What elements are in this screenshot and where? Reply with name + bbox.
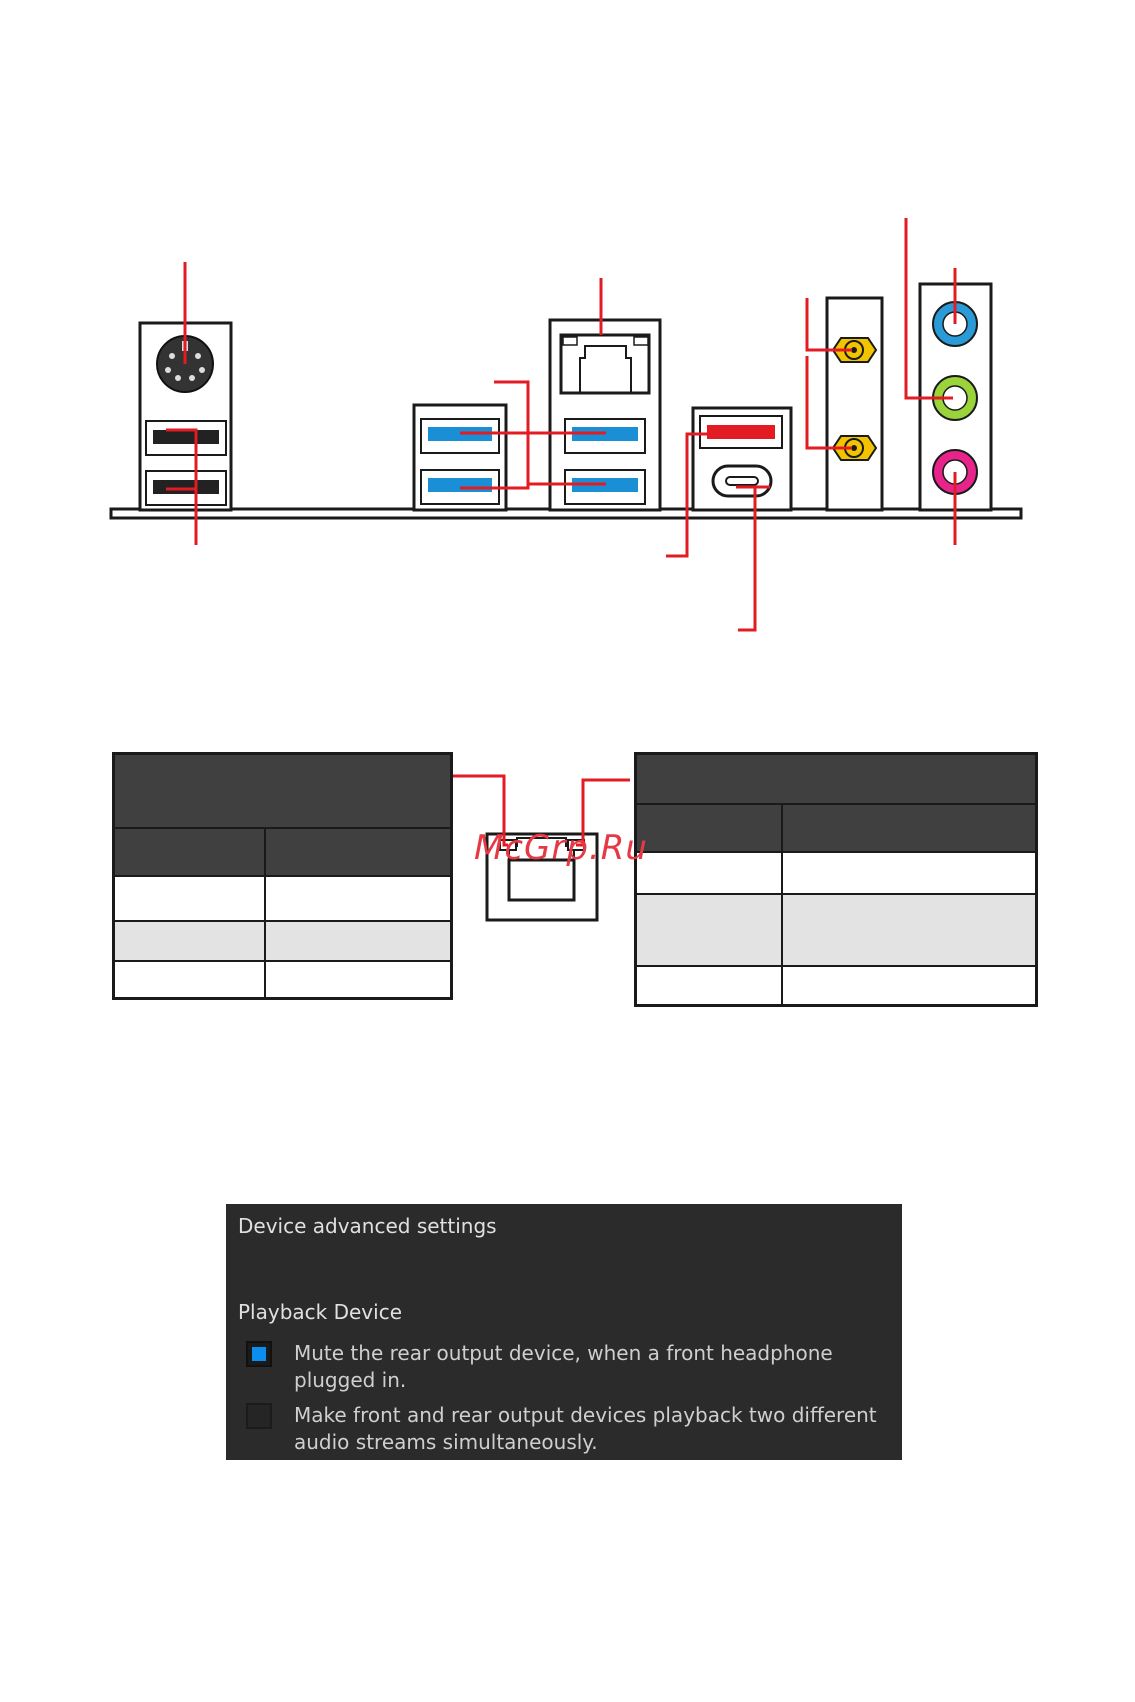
usb3-port-icon xyxy=(421,419,499,453)
table-header xyxy=(637,755,1035,803)
device-advanced-settings-panel xyxy=(226,1204,902,1460)
usb-red-usbc-stack xyxy=(693,408,791,510)
usb3-port-icon xyxy=(565,419,645,453)
usb3-stack-left xyxy=(414,405,506,510)
lan-led-table-right xyxy=(634,752,1038,1007)
option-label: Mute the rear output device, when a front headphone plugged in. xyxy=(294,1341,833,1392)
table-row xyxy=(115,875,450,920)
coaxial-block xyxy=(827,298,882,510)
table-row xyxy=(637,893,1035,965)
mute-rear-checkbox[interactable] xyxy=(246,1341,272,1367)
usb-red-port-icon xyxy=(700,416,782,448)
usb-c-port-icon xyxy=(713,466,771,496)
panel-title: Device advanced settings xyxy=(238,1214,497,1238)
table-subheader-row xyxy=(115,827,450,875)
two-streams-option[interactable] xyxy=(246,1402,884,1456)
section-heading: Playback Device xyxy=(238,1300,402,1324)
lan-usb3-stack xyxy=(550,320,660,510)
usb3-port-icon xyxy=(565,470,645,504)
table-row xyxy=(637,965,1035,1004)
table-row xyxy=(115,960,450,997)
lan-led-table-left xyxy=(112,752,453,1000)
option-label: Make front and rear output devices playback two different audio streams simultaneously. xyxy=(294,1403,877,1454)
usb2-port-icon xyxy=(146,421,226,455)
table-subheader-row xyxy=(637,803,1035,851)
table-row xyxy=(637,851,1035,893)
table-row xyxy=(115,920,450,960)
watermark: McGrp.Ru xyxy=(474,828,648,868)
table-header xyxy=(115,755,450,827)
rj45-lan-port-icon xyxy=(561,335,649,393)
mute-rear-option[interactable] xyxy=(246,1340,884,1394)
two-streams-checkbox[interactable] xyxy=(246,1403,272,1429)
